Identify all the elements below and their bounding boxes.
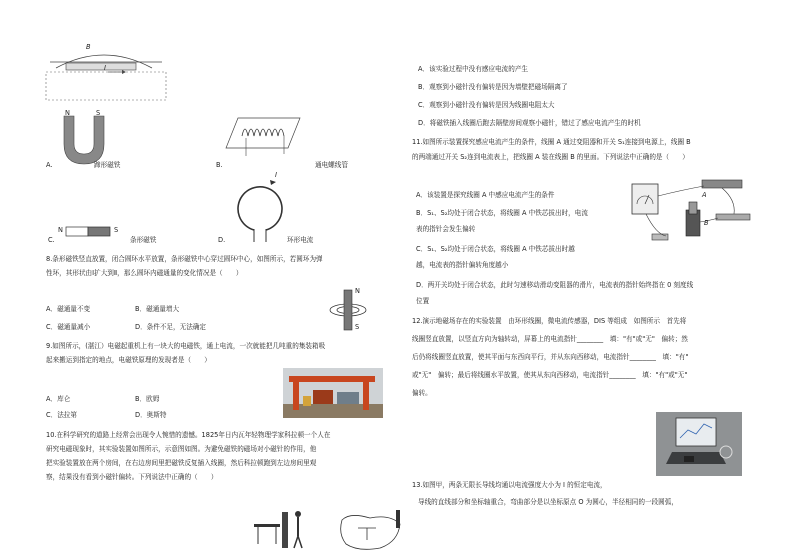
horseshoe-n-label: N — [65, 109, 70, 117]
solenoid-icon — [226, 110, 306, 165]
q11-line1: 11.如图所示装置探究感应电流产生的条件，线圈 A 通过变阻器和开关 S₁连接到电源上，线圈 B — [412, 138, 691, 146]
q8-fig-n: N — [355, 287, 360, 295]
horseshoe-magnet-icon — [44, 110, 134, 172]
q8-ring-magnet-figure — [326, 288, 370, 334]
q9-option-d: D．奥斯特 — [135, 411, 167, 419]
bar-s-label: S — [114, 226, 119, 234]
q11-option-c1: C．S₁、S₂均处于闭合状态，将线圈 A 中铁芯拔出时越 — [416, 245, 575, 253]
q10-option-a: A．该实验过程中没有感应电流的产生 — [418, 65, 529, 73]
q10-option-c: C．观察到小磁针没有偏转是因为线圈电阻太大 — [418, 101, 555, 109]
q12-dis-photo — [656, 412, 742, 476]
q11-fig-a: A — [702, 191, 707, 199]
q9-line1: 9.如图所示，(湛江）电磁起重机上有一块大的电磁铁，通上电流，一次就能把几吨重的集装箱吸 — [46, 342, 326, 350]
q9-option-a: A．库仑 — [46, 395, 71, 403]
q8-option-a: A．磁通量不变 — [46, 305, 91, 313]
induction-apparatus-image — [626, 176, 756, 252]
q12-line1: 12.演示地磁场存在的实验装置 由环形线圈，微电流传感器，DIS 等组成 如图所示 首先将 — [412, 317, 687, 325]
figure-ring-current — [230, 172, 290, 244]
q11-option-a: A．该装置是探究线圈 A 中感应电流产生的条件 — [416, 191, 555, 199]
q9-line2: 起来搬运到指定的地点，电磁铁原理的发现者是（ ） — [46, 356, 211, 364]
figD-letter: D. — [218, 236, 226, 244]
q8-option-c: C．磁通量减小 — [46, 323, 91, 331]
q11-fig-b: B — [704, 219, 709, 227]
figC-caption: 条形磁铁 — [130, 236, 157, 244]
q8-line1: 8.条形磁铁竖直放置，闭合圆环水平放置，条形磁铁中心穿过圆环中心，如图所示，若圆环为弹 — [46, 255, 323, 263]
arc-label-i: I — [104, 64, 106, 72]
q11-line2: 的两端通过开关 S₂连到电流表上，把线圈 A 装在线圈 B 的里面。下列说法中正确的是（ ） — [412, 153, 689, 161]
q8-option-b: B．磁通量增大 — [135, 305, 180, 313]
q11-option-d2: 位置 — [416, 297, 430, 305]
dis-device-photo-image — [656, 412, 742, 476]
crane-photo-image — [283, 368, 383, 418]
figB-caption: 通电螺线管 — [315, 161, 348, 169]
figA-letter: A. — [46, 161, 53, 169]
q10-option-b: B．观察到小磁针没有偏转是因为墙壁把磁场隔离了 — [418, 83, 568, 91]
arc-diagram — [44, 44, 174, 104]
q12-line5: 偏转。 — [412, 389, 432, 397]
q11-apparatus-figure — [626, 176, 756, 252]
experiment-sketch-image — [250, 506, 410, 556]
figure-horseshoe-magnet — [44, 110, 134, 172]
top-arc-figure — [44, 44, 174, 104]
q11-option-b2: 表的指针会发生偏转 — [416, 225, 476, 233]
q9-option-b: B．欧姆 — [135, 395, 160, 403]
q10-line4: 察，结果没有看到小磁针偏转。下列说法中正确的（ ） — [46, 473, 218, 481]
ring-label-i: I — [275, 171, 277, 179]
ring-magnet-icon — [326, 288, 370, 334]
q8-option-d: D．条件不足，无法确定 — [135, 323, 207, 331]
arc-label-b: B — [86, 43, 91, 51]
ring-current-icon — [230, 172, 290, 244]
figB-letter: B. — [216, 161, 223, 169]
q11-option-b1: B．S₁、S₂均处于闭合状态，将线圈 A 中铁芯拔出时，电流 — [416, 209, 588, 217]
q10-line3: 把实验装置放在两个房间，在右边房间里把磁铁反复插入线圈，然后科拉顿跑到左边房间里观 — [46, 459, 317, 467]
q11-option-c2: 越，电流表的指针偏转角度越小 — [416, 261, 509, 269]
figD-caption: 环形电流 — [287, 236, 314, 244]
q10-line2: 研究电磁现象时，其实验装置如图所示，示意图如图。为避免磁铁的磁场对小磁针的作用，他 — [46, 445, 317, 453]
q8-fig-s: S — [355, 323, 360, 331]
q10-experiment-figure — [250, 506, 410, 556]
figure-solenoid — [226, 110, 306, 165]
q11-option-d1: D．两开关均处于闭合状态，此时匀速移动滑动变阻器的滑片，电流表的指针始终指在 0 刻度线 — [416, 281, 694, 289]
q9-crane-photo — [283, 368, 383, 418]
q12-line3: 后仍将线圈竖直放置，使其平面与东西向平行，并从东向西移动，电流指针________ 填："有" — [412, 353, 689, 361]
q10-line1: 10.在科学研究的道路上经常会出现令人惋惜的遗憾。1825年日内瓦年轻物理学家科拉顿一个人在 — [46, 431, 331, 439]
figA-caption: 蹄形磁铁 — [94, 161, 121, 169]
figure-bar-magnet — [58, 224, 128, 240]
horseshoe-s-label: S — [96, 109, 101, 117]
q10-option-d: D．将磁铁插入线圈后跑去隔壁房间观察小磁针，错过了感应电流产生的时机 — [418, 119, 641, 127]
q9-option-c: C．法拉第 — [46, 411, 77, 419]
bar-n-label: N — [58, 226, 63, 234]
figC-letter: C. — [48, 236, 55, 244]
q13-line1: 13.如图甲，两条无限长导线均通以电流强度大小为 I 的恒定电流， — [412, 481, 607, 489]
q13-line2: 导线的直线部分和坐标轴重合，弯曲部分是以坐标原点 O 为圆心，半径相同的一段圆弧， — [418, 498, 678, 506]
q12-line4: 或"无" 偏转；最后将线圈水平放置，使其从东向西移动，电流指针________ 填："有"或"无" — [412, 371, 688, 379]
q12-line2: 线圈竖直放置，以竖直方向为轴转动，屏幕上的电流指针________ 填："有"或"无" 偏转；然 — [412, 335, 688, 343]
q8-line2: 性环，其形状由Ⅰ扩大到Ⅱ，那么圆环内磁通量的变化情况是（ ） — [46, 269, 243, 277]
